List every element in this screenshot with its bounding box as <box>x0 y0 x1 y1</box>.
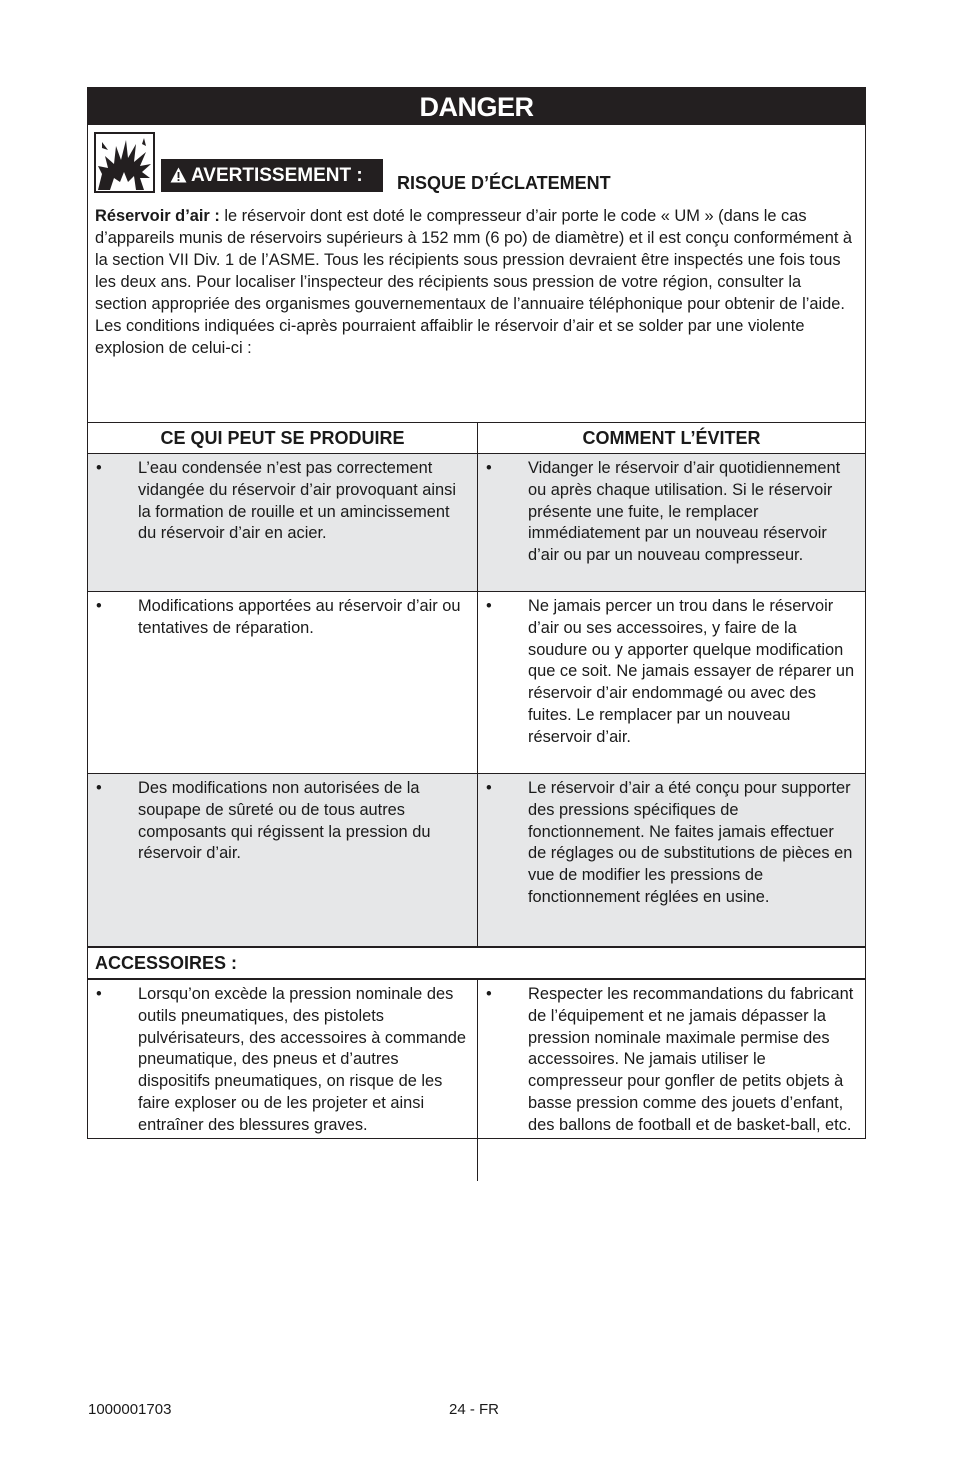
cause-cell <box>88 980 477 1137</box>
warning-label-text: AVERTISSEMENT : <box>191 165 363 186</box>
cause-text: Modifications apportées au réservoir d’air ou tentatives de réparation. <box>138 597 461 637</box>
warning-label <box>161 159 383 192</box>
bullet: • <box>486 459 492 477</box>
bullet: • <box>96 459 102 477</box>
hazard-header <box>88 125 865 202</box>
cause-cell <box>88 592 477 640</box>
column-header-what: CE QUI PEUT SE PRODUIRE <box>88 423 478 454</box>
cause-text: Lorsqu’on excède la pression nominale des outils pneumatiques, des pistolets pulvérisateurs, des accessoires à commande pneumatique, des pneus et d’autres dispositifs pneumatiques, on risque de les faire exploser ou de les projeter et ainsi entraîner des blessures graves. <box>138 985 466 1134</box>
table-row <box>88 774 865 948</box>
accessories-heading: ACCESSOIRES : <box>95 953 238 973</box>
prevention-cell <box>478 454 865 567</box>
table-row <box>88 592 865 774</box>
danger-panel <box>87 87 866 1139</box>
column-header-how: COMMENT L’ÉVITER <box>478 423 866 454</box>
intro-bold-lead: Réservoir d’air : <box>95 207 220 225</box>
intro-paragraph-1 <box>95 205 853 315</box>
hazard-table <box>88 422 865 1181</box>
hazard-title: RISQUE D’ÉCLATEMENT <box>397 173 611 193</box>
accessories-heading-row <box>88 947 865 979</box>
prevention-cell <box>478 980 865 1137</box>
bullet: • <box>96 985 102 1003</box>
bullet: • <box>96 779 102 797</box>
cause-cell <box>88 774 477 865</box>
prevention-text: Ne jamais percer un trou dans le réservoir d’air ou ses accessoires, y faire de la soudure ou y apporter quelque modification que ce soit. Ne jamais essayer de réparer un réservoir d’air endommagé ou avec des fuites. Le remplacer par un nouveau réservoir d’air. <box>528 597 855 746</box>
bullet: • <box>486 779 492 797</box>
table-header-row <box>88 423 865 454</box>
cause-text: L’eau condensée n’est pas correctement vidangée du réservoir d’air provoquant ainsi la formation de rouille et un amincissement du réservoir d’air en acier. <box>138 459 456 543</box>
danger-banner: DANGER <box>88 88 865 125</box>
warning-triangle-icon <box>170 167 187 183</box>
page-number: 24 - FR <box>449 1401 500 1418</box>
bullet: • <box>96 597 102 615</box>
prevention-text: Respecter les recommandations du fabricant de l’équipement et ne jamais dépasser la pression nominale maximale permise des accessoires. Ne jamais utiliser le compresseur pour gonfler de petits objets à basse pression comme des jouets d’enfant, des ballons de football et de basket-ball, etc. <box>528 985 854 1134</box>
table-row <box>88 979 865 1181</box>
intro-paragraph-2: Les conditions indiquées ci-après pourraient affaiblir le réservoir d’air et se solder par une violente explosion de celui-ci : <box>95 317 805 357</box>
prevention-cell <box>478 592 865 749</box>
cause-text: Des modifications non autorisées de la soupape de sûreté ou de tous autres composants qui régissent la pression du réservoir d’air. <box>138 779 431 863</box>
prevention-text: Vidanger le réservoir d’air quotidiennement ou après chaque utilisation. Si le réservoir présente une fuite, le remplacer immédiatement par un nouveau réservoir d’air ou par un nouveau compresseur. <box>528 459 841 565</box>
prevention-text: Le réservoir d’air a été conçu pour supporter des pressions spécifiques de fonctionnement. Ne faites jamais effectuer de réglages ou de substitutions de pièces en vue de modifier les pressions de fonctionnement réglées en usine. <box>528 779 853 906</box>
explosion-burst-icon <box>94 132 155 193</box>
prevention-cell <box>478 774 865 909</box>
bullet: • <box>486 985 492 1003</box>
document-number: 1000001703 <box>88 1401 172 1418</box>
table-row <box>88 454 865 592</box>
bullet: • <box>486 597 492 615</box>
intro-paragraph-1-text: le réservoir dont est doté le compresseur d’air porte le code « UM » (dans le cas d’appareils munis de réservoirs supérieurs à 152 mm (6 po) de diamètre) et il est conçu conformément à la section VII Div. 1 de l’ASME. Tous les récipients sous pression devraient être inspectés une fois tous les deux ans. Pour localiser l’inspecteur des récipients sous pression de votre région, consulter la section appropriée des organismes gouvernementaux de l’annuaire téléphonique pour obtenir de l’aide. <box>95 207 853 313</box>
cause-cell <box>88 454 477 545</box>
intro-text <box>88 202 865 422</box>
